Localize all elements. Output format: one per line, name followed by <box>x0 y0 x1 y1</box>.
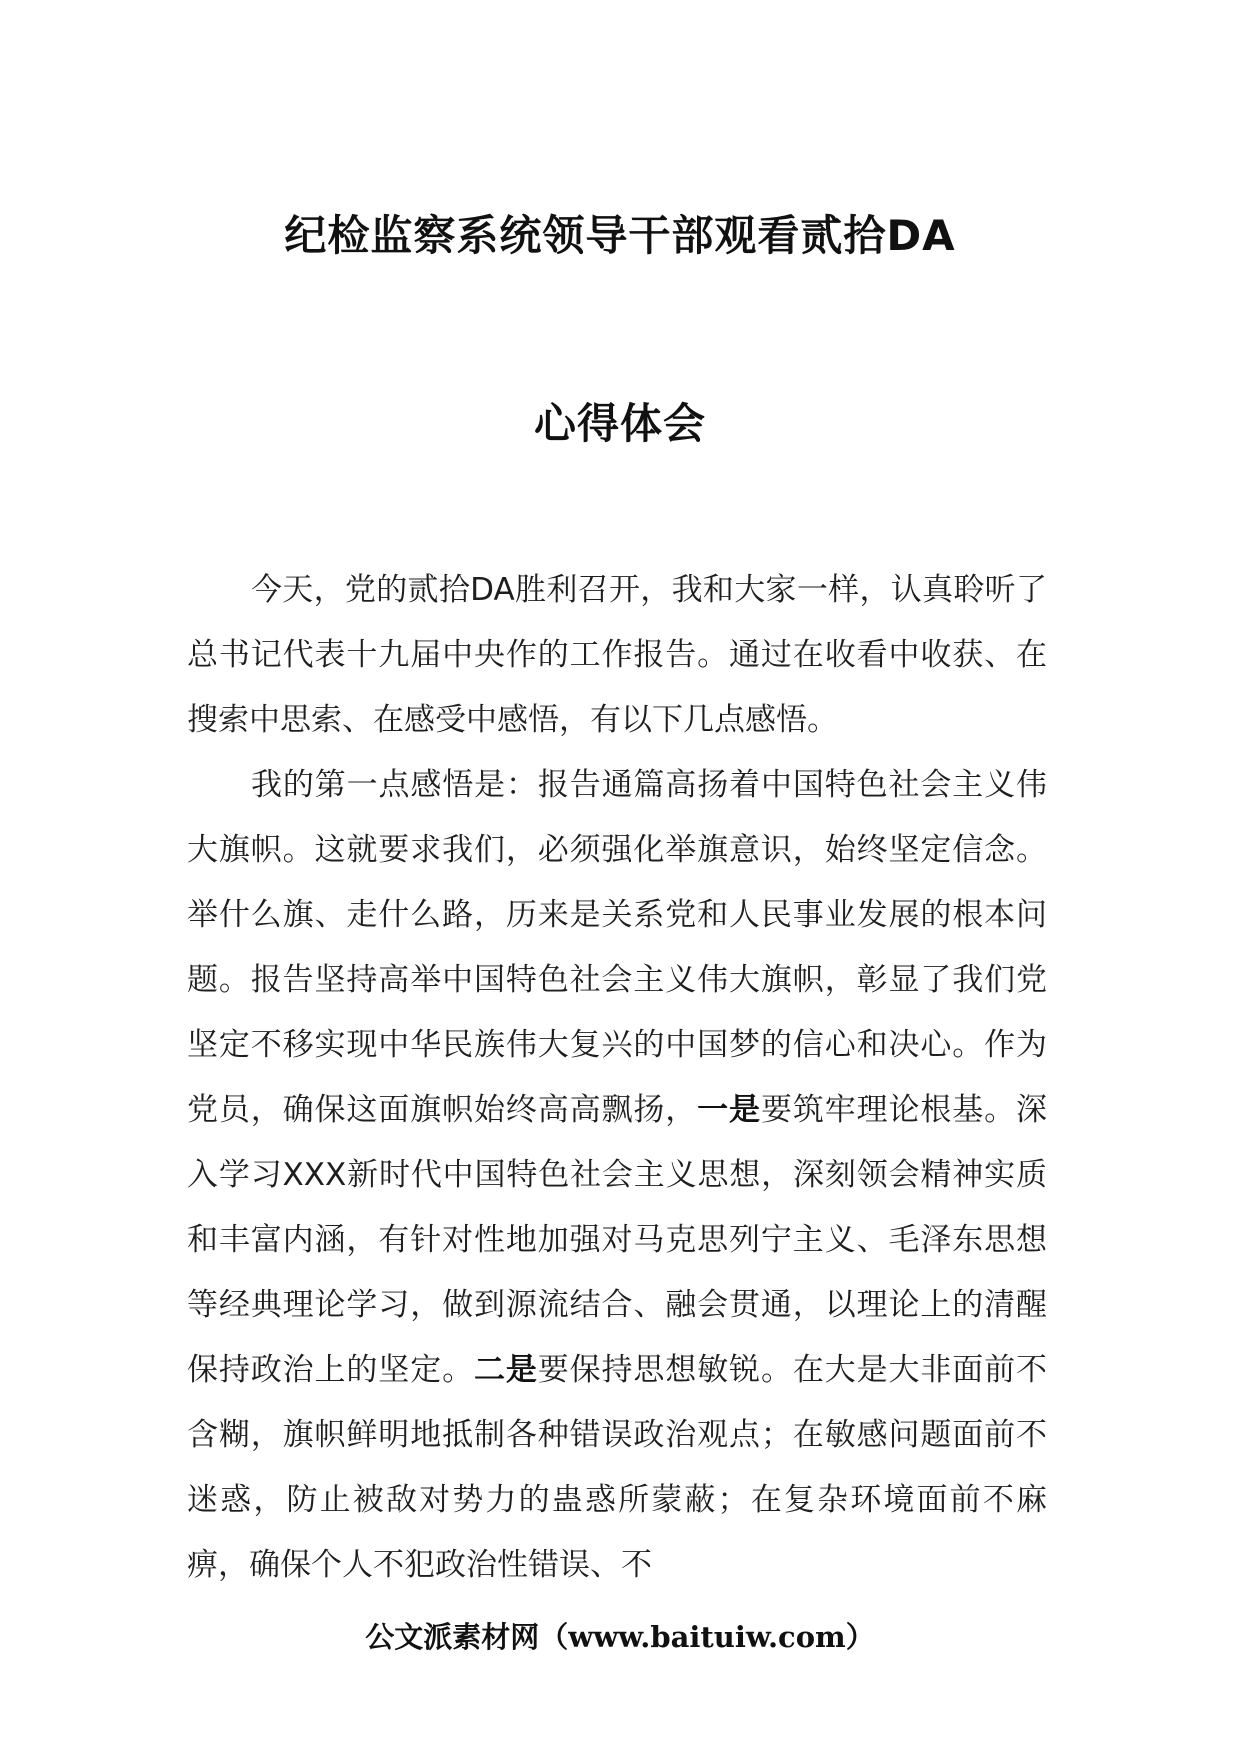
document-title-line-1: 纪检监察系统领导干部观看贰拾DA <box>284 211 956 260</box>
footer-watermark: 公文派素材网（www.baituiw.com） <box>365 1620 875 1654</box>
paragraph-text: 要筑牢理论根基。深入学习XXX新时代中国特色社会主义思想，深刻领会精神实质和丰富内涵，有针对性地加强对马克思列宁主义、毛泽东思想等经典理论学习，做到源流结合、融会贯通，以理论上的清醒保持政治上的坚定。 <box>187 1092 1048 1388</box>
paragraph-intro: 今天，党的贰拾DA胜利召开，我和大家一样，认真聆听了总书记代表十九届中央作的工作报告。通过在收看中收获、在搜索中思索、在感受中感悟，有以下几点感悟。 <box>187 572 1047 738</box>
document-title-line-2: 心得体会 <box>533 399 706 448</box>
paragraph-text: 我的第一点感悟是：报告通篇高扬着中国特色社会主义伟大旗帜。这就要求我们，必须强化举旗意识，始终坚定信念。举什么旗、走什么路，历来是关系党和人民事业发展的根本问题。报告坚持高举中国特色社会主义伟大旗帜，彰显了我们党坚定不移实现中华民族伟大复兴的中国梦的信心和决心。作为党员，确保这面旗帜始终高高飘扬， <box>187 767 1047 1128</box>
bold-marker-one: 一是 <box>697 1092 761 1128</box>
paragraph-first-insight <box>187 753 1047 1598</box>
document-body <box>187 558 1047 1598</box>
paragraph-text: 要保持思想敏锐。在大是大非面前不含糊，旗帜鲜明地抵制各种错误政治观点；在敏感问题面前不迷惑，防止被敌对势力的蛊惑所蒙蔽；在复杂环境面前不麻痹，确保个人不犯政治性错误、不 <box>187 1352 1048 1583</box>
bold-marker-two: 二是 <box>473 1352 538 1388</box>
